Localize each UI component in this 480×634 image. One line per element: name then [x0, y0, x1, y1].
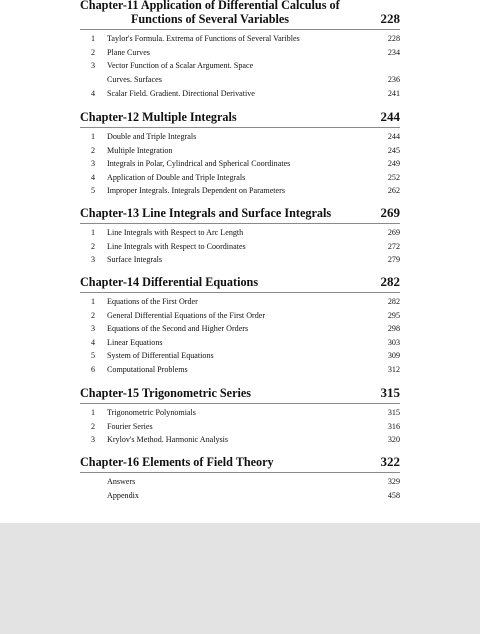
entry-page-number: 234 [387, 47, 400, 57]
entry-page-number: 236 [387, 75, 400, 85]
entry-page-number: 315 [387, 408, 400, 417]
chapter-divider [80, 403, 400, 404]
entry-title: Krylov's Method. Harmonic Analysis [107, 435, 229, 445]
chapter-page-number: 244 [380, 109, 400, 124]
entry-number: 2 [91, 310, 96, 320]
chapter-divider [80, 472, 400, 473]
toc-entry [80, 226, 400, 240]
chapter-15 [80, 386, 400, 447]
entry-number: 4 [91, 337, 96, 347]
entry-page-number: 295 [387, 310, 400, 320]
chapter-divider [80, 223, 400, 224]
chapter-heading [80, 455, 400, 469]
toc-entry [80, 433, 400, 447]
toc-entry [80, 32, 400, 46]
entry-number: 4 [91, 172, 96, 182]
chapter-title-line: Chapter-16 Elements of Field Theory [80, 455, 274, 469]
toc-entry [80, 59, 400, 87]
toc-entry [80, 406, 400, 420]
entry-page-number: 244 [387, 132, 400, 141]
toc-entry [80, 157, 400, 171]
entry-number: 2 [91, 47, 96, 57]
entry-title-continued: Curves. Surfaces [107, 74, 162, 84]
entry-title: Plane Curves [107, 47, 150, 57]
entry-page-number: 329 [387, 477, 400, 486]
entry-page-number: 458 [387, 490, 400, 500]
toc-entry [80, 420, 400, 434]
entry-page-number: 228 [387, 34, 400, 43]
entry-number: 1 [91, 132, 96, 141]
chapter-12 [80, 110, 400, 198]
entry-number: 1 [91, 408, 96, 417]
toc-entry [80, 349, 400, 363]
entry-page-number: 316 [387, 421, 400, 431]
toc-entry [80, 363, 400, 377]
entry-page-number: 272 [387, 241, 400, 251]
chapter-title-line: Chapter-15 Trigonometric Series [80, 386, 252, 400]
entry-page-number: 312 [387, 364, 400, 374]
entry-number: 2 [91, 145, 96, 155]
entry-page-number: 309 [387, 351, 400, 361]
chapter-heading [80, 275, 400, 289]
entry-page-number: 262 [387, 186, 400, 196]
chapter-page-number: 228 [380, 11, 400, 26]
entry-number: 5 [91, 351, 96, 361]
toc-entry [80, 295, 400, 309]
entry-number: 2 [91, 241, 96, 251]
chapter-title-line: Chapter-12 Multiple Integrals [80, 110, 237, 124]
entry-title: Equations of the First Order [107, 297, 198, 306]
page-bottom-margin [0, 523, 480, 634]
entry-title: Surface Integrals [107, 255, 163, 265]
entry-title: Double and Triple Integrals [107, 132, 197, 141]
entry-number: 5 [91, 186, 96, 196]
entry-page-number: 249 [387, 159, 400, 169]
entry-title: Multiple Integration [107, 145, 173, 155]
entry-page-number: 298 [387, 324, 400, 334]
chapter-heading [80, 206, 400, 220]
entry-title: Application of Double and Triple Integrals [107, 172, 246, 182]
chapter-11 [80, 0, 400, 100]
entry-title: Computational Problems [107, 364, 188, 374]
toc-entry [80, 253, 400, 267]
chapter-page-number: 322 [380, 454, 400, 469]
entry-number: 3 [91, 435, 96, 445]
toc-entry [80, 475, 400, 489]
entry-title: Answers [107, 477, 136, 486]
entry-page-number: 320 [387, 435, 400, 445]
toc-entry [80, 309, 400, 323]
chapter-divider [80, 29, 400, 30]
toc-entry [80, 322, 400, 336]
entry-title: Scalar Field. Gradient. Directional Derivative [107, 88, 255, 98]
entry-title: Equations of the Second and Higher Orders [107, 324, 249, 334]
entry-number: 3 [91, 255, 96, 265]
chapter-page-number: 269 [380, 205, 400, 220]
chapter-title-line: Functions of Several Variables [130, 12, 290, 26]
entry-page-number: 252 [387, 172, 400, 182]
entry-page-number: 303 [387, 337, 400, 347]
entry-page-number: 279 [387, 255, 400, 265]
entry-number: 1 [91, 228, 96, 237]
chapter-title-line: Chapter-13 Line Integrals and Surface Integrals [80, 206, 332, 220]
entry-title: Line Integrals with Respect to Arc Length [107, 228, 244, 237]
chapter-16 [80, 455, 400, 502]
entry-number: 2 [91, 421, 96, 431]
entry-number: 6 [91, 364, 96, 374]
chapter-divider [80, 127, 400, 128]
chapter-page-number: 315 [380, 385, 400, 400]
entry-page-number: 241 [387, 88, 400, 98]
toc-entry [80, 336, 400, 350]
entry-title: Appendix [107, 490, 139, 500]
chapter-title-line: Chapter-11 Application of Differential Calculus of [80, 0, 340, 12]
entry-number: 3 [91, 324, 96, 334]
entry-page-number: 245 [387, 145, 400, 155]
toc-entry [80, 171, 400, 185]
toc-entry [80, 184, 400, 198]
entry-number: 3 [91, 159, 96, 169]
entry-title: Fourier Series [107, 421, 153, 431]
chapter-title-line: Chapter-14 Differential Equations [80, 275, 259, 289]
entry-title: Integrals in Polar, Cylindrical and Spherical Coordinates [107, 159, 291, 169]
entry-number: 1 [91, 297, 96, 306]
chapter-13 [80, 206, 400, 267]
entry-title: Line Integrals with Respect to Coordinates [107, 241, 246, 251]
toc-entry [80, 489, 400, 503]
entry-title: General Differential Equations of the First Order [107, 310, 266, 320]
entry-title: Trigonometric Polynomials [107, 408, 196, 417]
entry-page-number: 269 [387, 228, 400, 237]
entry-number: 3 [91, 61, 96, 71]
toc-entry [80, 46, 400, 60]
toc-entry [80, 144, 400, 158]
entry-title: System of Differential Equations [107, 351, 214, 361]
chapter-divider [80, 292, 400, 293]
toc-entry [80, 87, 400, 101]
entry-title: Taylor's Formula. Extrema of Functions of Several Varibles [107, 34, 300, 43]
toc-entry [80, 130, 400, 144]
entry-title: Linear Equations [107, 337, 163, 347]
chapter-14 [80, 275, 400, 377]
chapter-page-number: 282 [380, 274, 400, 289]
entry-page-number: 282 [387, 297, 400, 306]
entry-number: 1 [91, 34, 96, 43]
entry-title: Improper Integrals. Integrals Dependent on Parameters [107, 186, 285, 196]
chapter-heading [80, 386, 400, 400]
chapter-heading [80, 0, 400, 26]
toc-entry [80, 240, 400, 254]
entry-title: Vector Function of a Scalar Argument. Space [107, 61, 254, 71]
entry-number: 4 [91, 88, 96, 98]
chapter-heading [80, 110, 400, 124]
